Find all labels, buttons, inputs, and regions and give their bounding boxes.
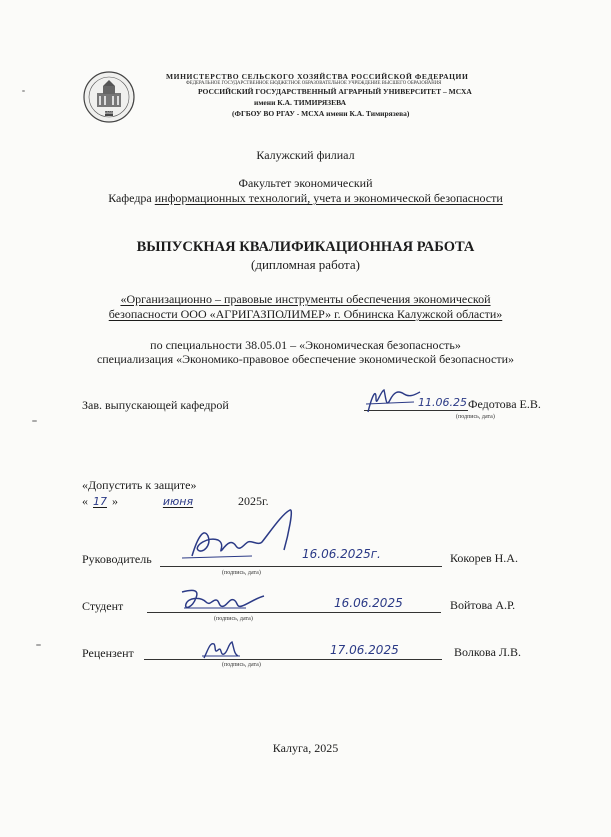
faculty-name: Факультет экономический <box>238 176 373 190</box>
branch-name: Калужский филиал <box>256 148 355 162</box>
quote-close: » <box>112 494 118 508</box>
student-date: 16.06.2025 <box>334 596 403 610</box>
topic-line-2: безопасности ООО «АГРИГАЗПОЛИМЕР» г. Обнинска Калужской области» <box>108 307 503 321</box>
agency-name: ФЕДЕРАЛЬНОЕ ГОСУДАРСТВЕННОЕ БЮДЖЕТНОЕ ОБРАЗОВАТЕЛЬНОЕ УЧРЕЖДЕНИЕ ВЫСШЕГО ОБРАЗОВАНИЯ <box>186 81 442 86</box>
scan-mark <box>32 420 37 422</box>
admit-month-value: июня <box>162 495 194 508</box>
reviewer-name: Волкова Л.В. <box>454 645 522 659</box>
quote-open: « <box>82 494 88 508</box>
specialty: по специальности 38.05.01 – «Экономическая безопасность» <box>150 338 461 352</box>
reviewer-date: 17.06.2025 <box>330 643 399 657</box>
supervisor-signature <box>178 506 302 566</box>
reviewer-label: Рецензент <box>82 646 134 660</box>
department-prefix: Кафедра <box>108 191 152 205</box>
work-type: (дипломная работа) <box>251 257 360 272</box>
student-name: Войтова А.Р. <box>450 598 516 612</box>
admit-year: 2025г. <box>238 494 269 508</box>
reviewer-caption: (подпись, дата) <box>222 662 261 668</box>
head-label: Зав. выпускающей кафедрой <box>82 398 229 412</box>
topic-line-1: «Организационно – правовые инструменты обеспечения экономической <box>120 292 491 306</box>
student-signature <box>176 582 268 616</box>
supervisor-date: 16.06.2025г. <box>302 547 381 561</box>
department-name: информационных технологий, учета и экономической безопасности <box>154 191 503 205</box>
university-name: РОССИЙСКИЙ ГОСУДАРСТВЕННЫЙ АГРАРНЫЙ УНИВЕРСИТЕТ – МСХА <box>198 87 472 96</box>
reviewer-signature <box>200 636 244 664</box>
student-caption: (подпись, дата) <box>214 616 253 622</box>
university-logo <box>83 71 135 123</box>
head-name: Федотова Е.В. <box>468 397 541 411</box>
specialization: специализация «Экономико-правовое обеспечение экономической безопасности» <box>96 352 515 366</box>
footer-city-year: Калуга, 2025 <box>272 741 339 755</box>
supervisor-caption: (подпись, дата) <box>222 570 261 576</box>
head-caption: (подпись, дата) <box>456 414 495 420</box>
work-title: ВЫПУСКНАЯ КВАЛИФИКАЦИОННАЯ РАБОТА <box>136 239 475 255</box>
student-label: Студент <box>82 599 124 613</box>
supervisor-line <box>160 566 442 567</box>
admit-label: «Допустить к защите» <box>82 478 197 492</box>
logo-year: 1865 <box>104 110 113 115</box>
ministry-name: МИНИСТЕРСТВО СЕЛЬСКОГО ХОЗЯЙСТВА РОССИЙСКОЙ ФЕДЕРАЦИИ <box>166 72 469 81</box>
university-named: имени К.А. ТИМИРЯЗЕВА <box>254 98 347 107</box>
reviewer-line <box>144 659 442 660</box>
scan-mark <box>36 644 41 646</box>
scan-mark <box>22 90 25 92</box>
admit-day-value: 17 <box>93 495 107 508</box>
head-signature <box>364 384 422 418</box>
admit-day <box>88 494 112 509</box>
supervisor-label: Руководитель <box>82 552 152 566</box>
department-line <box>0 191 611 206</box>
head-date: 11.06.25 <box>418 396 467 409</box>
university-abbr: (ФГБОУ ВО РГАУ - МСХА имени К.А. Тимирязева) <box>232 109 410 118</box>
supervisor-name: Кокорев Н.А. <box>450 551 518 565</box>
